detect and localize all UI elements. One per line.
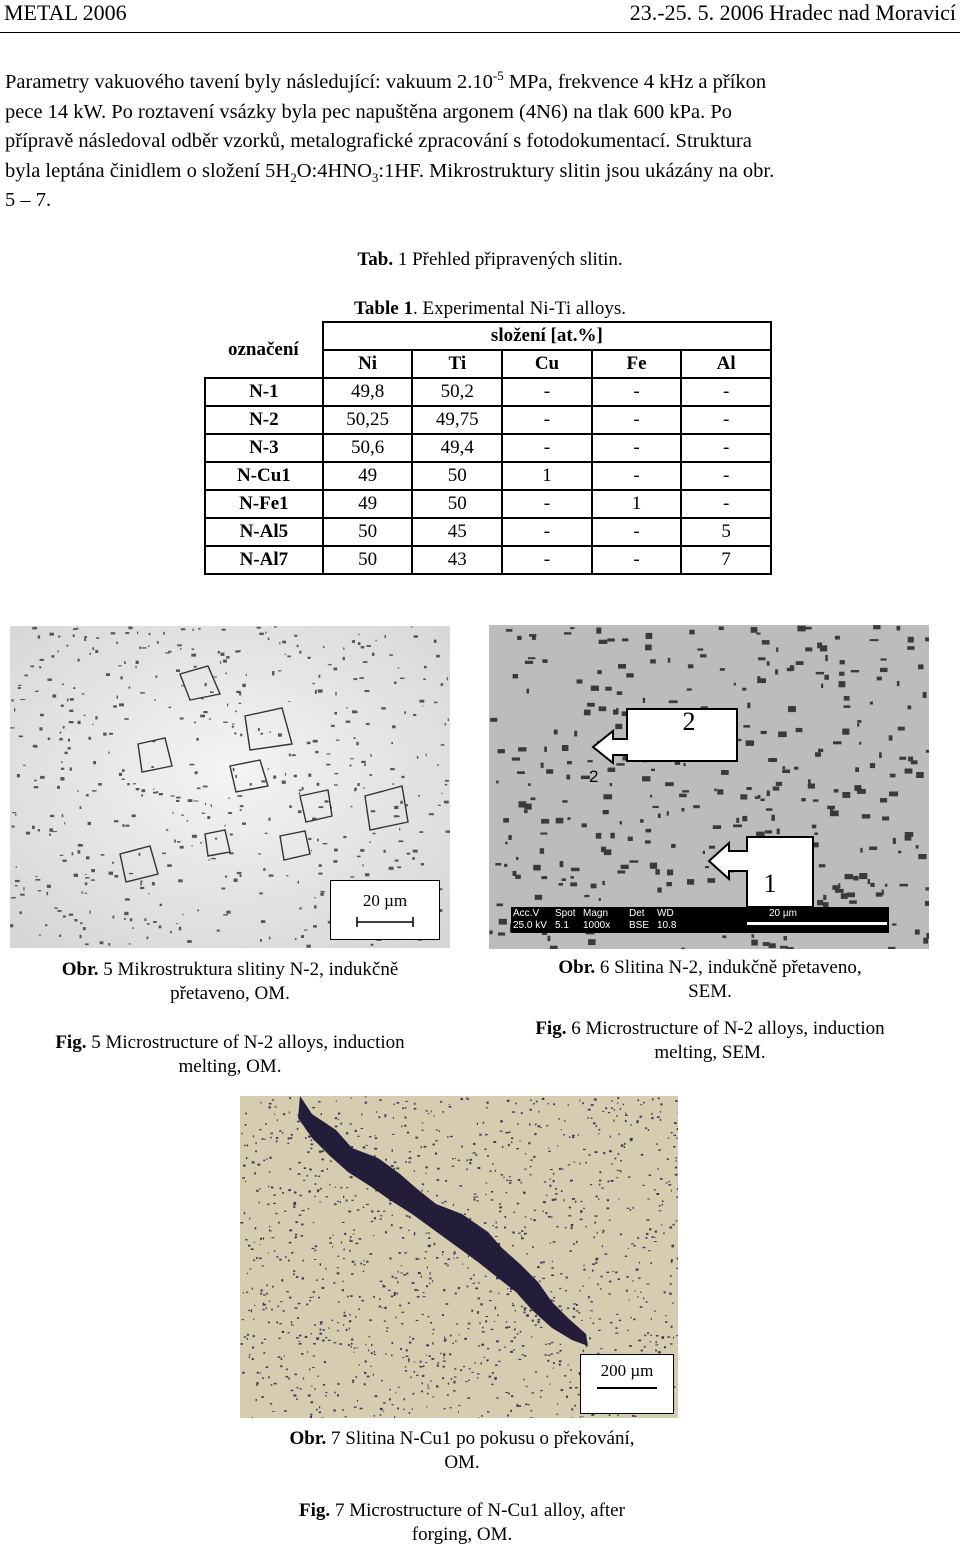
table-cell: -	[681, 490, 771, 518]
fig6-sem-databar: Acc.V 25.0 kV Spot 5.1 Magn 1000x Det BSE WD 10.8 20 µm	[511, 907, 889, 933]
table-cell: -	[592, 546, 682, 574]
row-label: N-2	[205, 406, 323, 434]
table-row	[205, 378, 771, 406]
para-line-1: Parametry vakuového tavení byly následující: vakuum $2.10^{-5}$ MPa, frekvence 4 kHz a příkon	[5, 68, 767, 93]
fig6-caption-cz: Obr. 6 Slitina N-2, indukčně přetaveno, SEM.	[558, 957, 862, 1002]
table-cell: -	[592, 378, 682, 406]
row-label: N-Fe1	[205, 490, 323, 518]
fig7-scale-bar: 200 µm	[580, 1354, 674, 1414]
fig7-micrograph	[240, 1096, 678, 1418]
table-row	[205, 490, 771, 518]
table-cell: 50,6	[323, 434, 413, 462]
col-header-fe: Fe	[592, 350, 682, 378]
table-cell: -	[592, 462, 682, 490]
table-cell: -	[681, 434, 771, 462]
table-cell: -	[502, 546, 592, 574]
fig6-arrow-1-label: 1	[763, 869, 777, 898]
table-cell: -	[681, 378, 771, 406]
table-cell: 49,75	[412, 406, 502, 434]
para-line-2: pece 14 kW. Po roztavení vsázky byla pec napuštěna argonem (4N6) na tlak 600 kPa. Po	[5, 100, 732, 123]
row-label: N-Al7	[205, 546, 323, 574]
body-paragraph	[5, 68, 957, 216]
table-cell: -	[681, 462, 771, 490]
fig7-caption-en: Fig. 7 Microstructure of N-Cu1 alloy, after forging, OM.	[299, 1500, 625, 1545]
group-header-composition: složení [at.%]	[323, 322, 771, 350]
table-cell: 1	[592, 490, 682, 518]
table-cell: 50	[412, 490, 502, 518]
table-cell: 5	[681, 518, 771, 546]
table-cell: 50	[412, 462, 502, 490]
header-conference: METAL 2006	[4, 0, 127, 25]
fig5-micrograph	[10, 626, 450, 948]
row-label: N-Cu1	[205, 462, 323, 490]
fig6-phase-label-2: 2	[589, 767, 599, 786]
table-cell: -	[502, 518, 592, 546]
table-cell: 49,4	[412, 434, 502, 462]
table-caption-cz: Tab. 1 Přehled připravených slitin.	[357, 249, 623, 270]
table-cell: 43	[412, 546, 502, 574]
row-label: N-1	[205, 378, 323, 406]
table-cell: -	[592, 518, 682, 546]
fig5-caption-cz: Obr. 5 Mikrostruktura slitiny N-2, indukčně přetaveno, OM.	[61, 959, 399, 1004]
table-cell: -	[502, 490, 592, 518]
fig6-arrow-2-label: 2	[682, 707, 696, 736]
table-cell: 50,25	[323, 406, 413, 434]
page-header	[0, 0, 960, 33]
col-header-cu: Cu	[502, 350, 592, 378]
table-cell: 49	[323, 462, 413, 490]
fig6-caption-en: Fig. 6 Microstructure of N-2 alloys, induction melting, SEM.	[535, 1018, 885, 1063]
fig5-scale-bar: 20 µm	[330, 880, 440, 940]
table-cell: 1	[502, 462, 592, 490]
alloys-table	[204, 321, 772, 575]
table-cell: -	[502, 406, 592, 434]
table-cell: 49,8	[323, 378, 413, 406]
row-label: N-3	[205, 434, 323, 462]
fig7-caption-cz: Obr. 7 Slitina N-Cu1 po pokusu o překování, OM.	[289, 1428, 635, 1473]
row-label: N-Al5	[205, 518, 323, 546]
table-cell: -	[681, 406, 771, 434]
table-cell: -	[502, 434, 592, 462]
table-row	[205, 434, 771, 462]
table-row	[205, 462, 771, 490]
fig5-caption-en: Fig. 5 Microstructure of N-2 alloys, induction melting, OM.	[55, 1032, 405, 1077]
para-line-3: přípravě následoval odběr vzorků, metalografické zpracování s fotodokumentací. Struktura	[5, 130, 752, 153]
para-line-4: byla leptána činidlem o složení $5H_2O:4HNO_3:1HF$. Mikrostruktury slitin jsou ukázány na obr.	[5, 159, 775, 185]
table-cell: -	[502, 378, 592, 406]
col-header-designation: označení	[205, 322, 323, 378]
table-row	[205, 518, 771, 546]
header-date-place: 23.-25. 5. 2006 Hradec nad Moravicí	[629, 0, 956, 25]
col-header-ti: Ti	[412, 350, 502, 378]
col-header-ni: Ni	[323, 350, 413, 378]
table-cell: 7	[681, 546, 771, 574]
table-caption-en: Table 1. Experimental Ni-Ti alloys.	[354, 298, 626, 319]
col-header-al: Al	[681, 350, 771, 378]
table-cell: 50,2	[412, 378, 502, 406]
table-cell: 50	[323, 518, 413, 546]
table-cell: 50	[323, 546, 413, 574]
table-cell: 49	[323, 490, 413, 518]
table-row	[205, 406, 771, 434]
table-cell: 45	[412, 518, 502, 546]
fig6-sem-image	[489, 625, 929, 949]
table-cell: -	[592, 406, 682, 434]
para-line-5: 5 – 7.	[5, 189, 52, 212]
table-cell: -	[592, 434, 682, 462]
table-row	[205, 546, 771, 574]
